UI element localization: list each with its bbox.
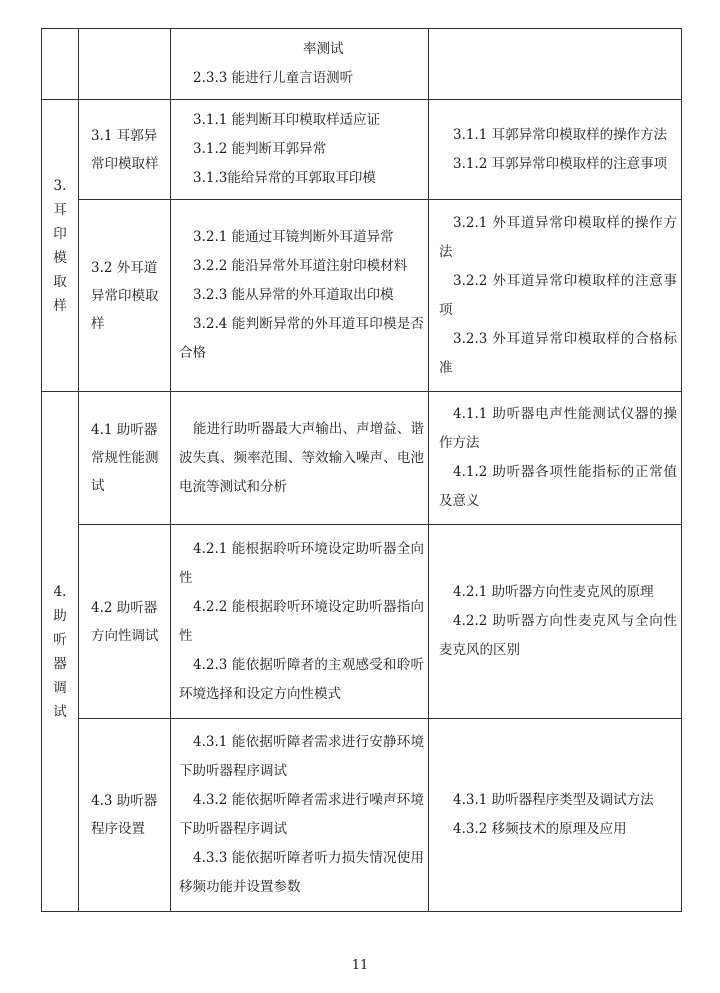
knowledge-line: 4.3.1 助听器程序类型及调试方法 [453,792,654,808]
skill-line: 4.3.2 能依据听障者需求进行噪声环境下助听器程序调试 [179,792,424,837]
skill-line: 4.2.2 能根据聆听环境设定助听器指向性 [179,598,424,644]
page-number: 11 [351,958,369,973]
table-row [42,100,682,200]
table-row [42,719,682,912]
knowledge-cell [429,525,682,719]
knowledge-line: 4.1.2 助听器各项性能指标的正常值及意义 [439,464,677,509]
skill-line: 3.1.2 能判断耳郭异常 [193,141,327,157]
skills-cell [171,719,429,912]
item-label: 3.2 外耳道异常印模取样 [91,259,159,332]
skill-line: 3.1.1 能判断耳印模取样适应证 [193,112,381,128]
item-cell [79,100,171,200]
skill-line: 4.3.3 能依据听障者听力损失情况使用移频功能并设置参数 [179,850,424,895]
skill-line: 4.2.3 能依据听障者的主观感受和聆听环境选择和设定方向性模式 [179,656,424,702]
item-label: 3.1 耳郭异常印模取样 [91,127,159,172]
skill-line: 3.2.3 能从异常的外耳道取出印模 [193,287,394,303]
knowledge-line: 3.2.2 外耳道异常印模取样的注意事项 [439,272,677,318]
item-cell [79,200,171,392]
skills-cell [171,525,429,719]
knowledge-line: 4.2.2 助听器方向性麦克风与全向性麦克风的区别 [439,613,677,658]
knowledge-line: 3.1.1 耳郭异常印模取样的操作方法 [453,126,668,143]
knowledge-line: 4.1.1 助听器电声性能测试仪器的操作方法 [439,406,677,451]
knowledge-cell [429,100,682,200]
table-row [42,525,682,719]
skill-line: 3.2.1 能通过耳镜判断外耳道异常 [193,229,394,245]
skill-line: 3.2.4 能判断异常的外耳道耳印模是否合格 [179,316,424,361]
skill-line: 4.3.1 能依据听障者需求进行安静环境下助听器程序调试 [179,734,424,779]
table-row [42,200,682,392]
item-cell [79,392,171,525]
knowledge-line: 4.3.2 移频技术的原理及应用 [453,821,627,837]
knowledge-line: 3.1.2 耳郭异常印模取样的注意事项 [453,155,668,172]
item-cell [79,719,171,912]
item-label: 4.2 助听器方向性调试 [91,599,159,644]
skill-line: 4.2.1 能根据聆听环境设定助听器全向性 [179,540,424,586]
skills-cell [171,100,429,200]
skill-line: 能进行助听器最大声输出、声增益、谐波失真、频率范围、等效输入噪声、电池电流等测试和分析 [179,420,424,495]
item-cell [79,29,171,100]
category-cell-3: 3. 耳 印 模 取 样 [42,100,79,392]
knowledge-line: 4.2.1 助听器方向性麦克风的原理 [453,584,654,600]
category-cell [42,29,79,100]
skill-line: 率测试 [303,41,344,57]
skills-table [41,28,682,912]
item-cell [79,525,171,719]
knowledge-cell [429,719,682,912]
skill-line: 3.2.2 能沿异常外耳道注射印模材料 [193,258,408,274]
item-label: 4.3 助听器程序设置 [91,793,158,837]
knowledge-line: 3.2.3 外耳道异常印模取样的合格标准 [439,330,677,376]
category-cell-4: 4. 助 听 器 调 试 [42,392,79,912]
knowledge-cell [429,392,682,525]
knowledge-line: 3.2.1 外耳道异常印模取样的操作方法 [439,214,677,260]
item-label: 4.1 助听器常规性能测试 [91,422,159,494]
skills-cell [171,29,429,100]
table-row [42,392,682,525]
table-row [42,29,682,100]
skill-line: 3.1.3能给异常的耳郭取耳印模 [193,170,376,186]
skill-line: 2.3.3 能进行儿童言语测听 [193,70,354,86]
knowledge-cell [429,29,682,100]
knowledge-cell [429,200,682,392]
skills-cell [171,200,429,392]
skills-cell [171,392,429,525]
